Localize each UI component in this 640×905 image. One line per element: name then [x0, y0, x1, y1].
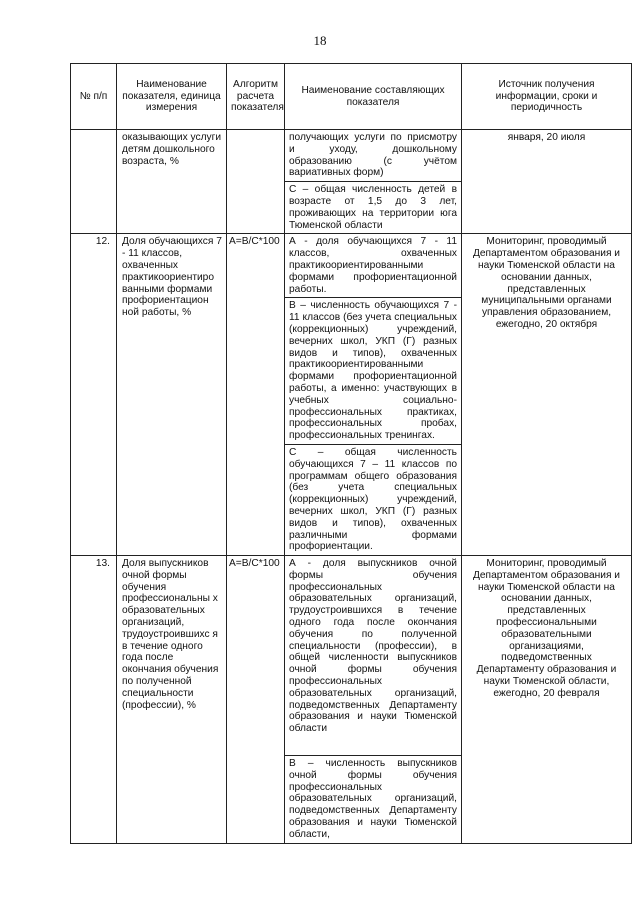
- indicators-table: [70, 63, 632, 844]
- header-components: Наименование составляющих показателя: [285, 64, 462, 130]
- component-item: А - доля выпускников очной формы обучения профессиональных образовательных организаций, трудоустроившихся в течение одного года после окончания обучения по полученной специальности (профессии), в общей численности выпускников очной формы обучения профессиональных образовательных организаций, подведомственных Департаменту образования и науки Тюменской области: [285, 556, 461, 756]
- table-row: [71, 234, 632, 556]
- components-cell: [285, 556, 462, 844]
- table-header-row: [71, 64, 632, 130]
- components-cell: [285, 234, 462, 556]
- table-row: [71, 130, 632, 234]
- row-number: 12.: [71, 234, 117, 556]
- algorithm: [227, 130, 285, 234]
- header-num: № п/п: [71, 64, 117, 130]
- algorithm: А=В/С*100: [227, 556, 285, 844]
- indicator-name: Доля выпускников очной формы обучения профессиональны х образовательных организаций, трудоустроившихс я в течение одного года после окончания обучения по полученной специальности (профессии), %: [117, 556, 227, 844]
- info-source: января, 20 июля: [462, 130, 632, 234]
- component-item: С – общая численность обучающихся 7 – 11 классов по программам общего образования (без учета специальных (коррекционных) учреждений, вечерних школ, УКП (Г) разных видов и типов), охваченных различными формами профориентации.: [289, 446, 457, 553]
- components-cell: [285, 130, 462, 234]
- component-item: В – численность обучающихся 7 - 11 классов (без учета специальных (коррекционных) учреждений, вечерних школ, УКП (Г) разных видов и типов), охваченных практикоориентированными формами профориентационной работы, а именно: участвующих в учебных социально-профессиональных практиках, профессиональных пробах, профессиональных тренингах.: [285, 298, 461, 445]
- component-item: получающих услуги по присмотру и уходу, дошкольному образованию (с учётом вариативных форм): [285, 130, 461, 182]
- header-name: Наименование показателя, единица измерения: [117, 64, 227, 130]
- row-number: [71, 130, 117, 234]
- row-number: 13.: [71, 556, 117, 844]
- component-item: В – численность выпускников очной формы обучения профессиональных образовательных организаций, подведомственных Департаменту образования и науки Тюменской области,: [289, 758, 457, 840]
- indicator-name: оказывающих услуги детям дошкольного возраста, %: [117, 130, 227, 234]
- info-source: Мониторинг, проводимый Департаментом образования и науки Тюменской области на основании данных, представленных профессиональными образовательными организациями, подведомственных Департаменту образования и науки Тюменской области, ежегодно, 20 февраля: [462, 556, 632, 844]
- component-item: А - доля обучающихся 7 - 11 классов, охваченных практикоориентированными формами профориентационной работы.: [285, 234, 461, 298]
- component-item: С – общая численность детей в возрасте от 1,5 до 3 лет, проживающих на территории юга Тюменской области: [289, 184, 457, 231]
- indicator-name: Доля обучающихся 7 - 11 классов, охваченных практикоориентиро ванными формами профориентацион ной работы, %: [117, 234, 227, 556]
- header-source: Источник получения информации, сроки и периодичность: [462, 64, 632, 130]
- table-row: [71, 556, 632, 844]
- algorithm: А=В/С*100: [227, 234, 285, 556]
- info-source: Мониторинг, проводимый Департаментом образования и науки Тюменской области на основании данных, представленных муниципальными органами управления образованием, ежегодно, 20 октября: [462, 234, 632, 556]
- header-algorithm: Алгоритм расчета показателя: [227, 64, 285, 130]
- page-number: 18: [313, 33, 327, 48]
